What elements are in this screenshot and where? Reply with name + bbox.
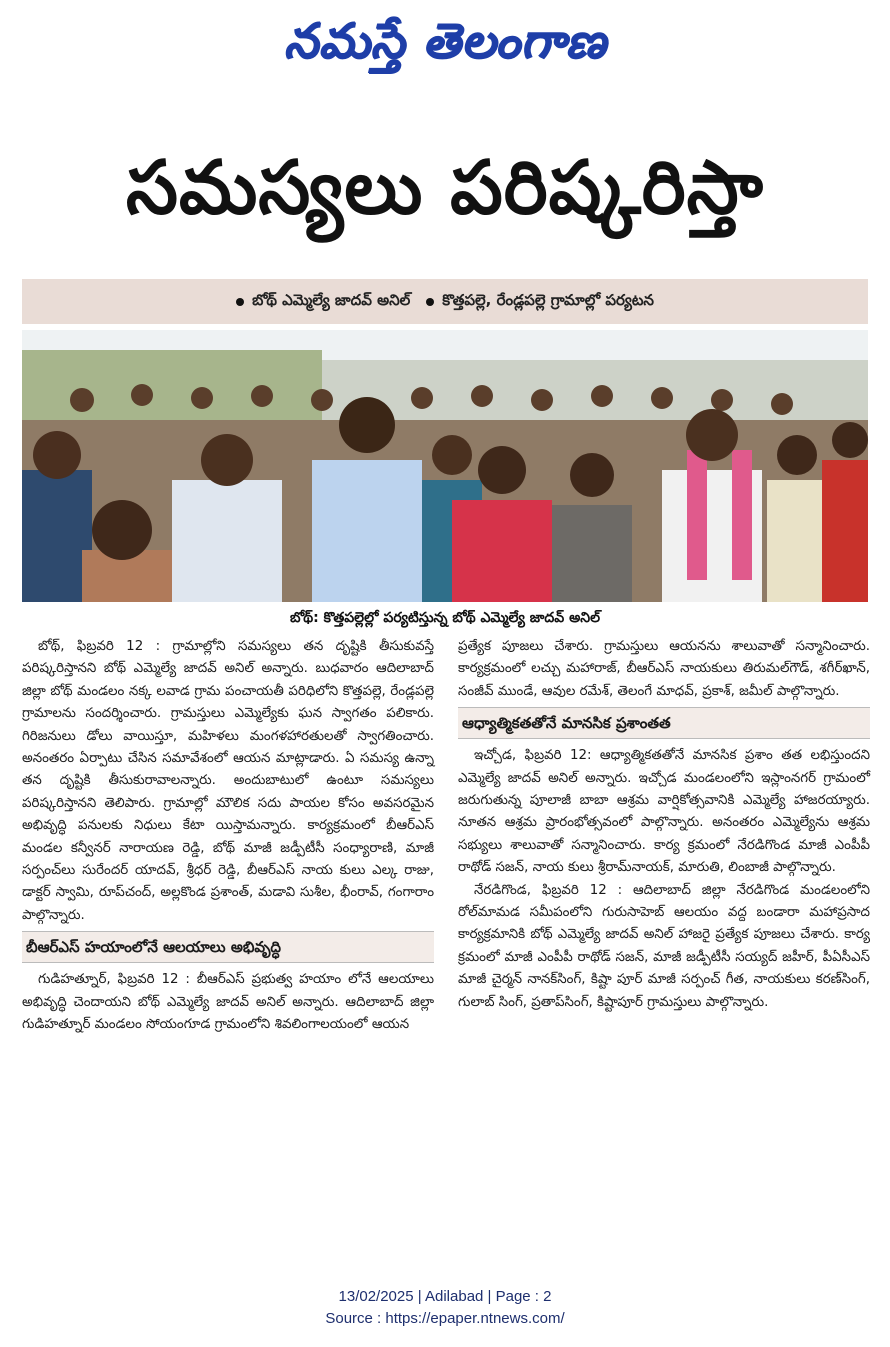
bullet-icon [426,298,434,306]
footer-date-edition: 13/02/2025 | Adilabad | Page : 2 [338,1288,552,1305]
article-photo [22,330,868,602]
article-subheading: బీఆర్ఎస్ హయాంలోనే ఆలయాలు అభివృద్ధి [22,931,434,963]
highlight-item [426,291,654,313]
photo-caption: బోథ్: కొత్తపల్లెల్లో పర్యటిస్తున్న బోథ్ ఎమ్మెల్యే జాదవ్ అనిల్ [289,610,601,626]
article-paragraph: ఇచ్చోడ, ఫిబ్రవరి 12: ఆధ్యాత్మికతతోనే మానసిక ప్రశాం తత లభిస్తుందని ఎమ్మెల్యే జాదవ్ అనిల్ అన్నారు. ఇచ్చోడ మండలంలోని ఇస్లాంనగర్ గ్రామంలో జరుగుతున్న పూలాజీ బాబా ఆశ్రమ వార్షికోత్సవానికి ఎమ్మెల్యే హాజరయ్యారు. నూతన ఆశ్రమ ప్రారంభోత్సవంలో పాల్గొన్నారు. అనంతరం ఎమ్మెల్యేను ఆశ్రమ సభ్యులు శాలువాతో సన్మానించారు. కార్య క్రమంలో నేరడిగొండ మాజీ ఎంపీపీ రాథోడ్ సజన్, నాయ కులు శ్రీరామ్‌నాయక్, మారుతి, లింబాజీ పాల్గొన్నారు. [458,748,870,876]
crowd-photo-illustration [22,330,868,602]
article-subheading: ఆధ్యాత్మికతతోనే మానసిక ప్రశాంతత [458,707,870,739]
article-column-left [22,636,434,1037]
page-footer [0,1286,890,1330]
article-paragraph: గుడిహత్నూర్, ఫిబ్రవరి 12 : బీఆర్ఎస్ ప్రభుత్వ హయాం లోనే ఆలయాలు అభివృద్ధి చెందాయని బోథ్ ఎమ్మెల్యే జాదవ్ అనిల్ అన్నారు. ఆదిలాబాద్ జిల్లా గుడిహత్నూర్ మండలం సోయంగూడ గ్రామంలోని శివలింగాలయంలో ఆయన [22,972,434,1033]
article-column-right [458,636,870,1014]
footer-source-link[interactable]: Source : https://epaper.ntnews.com/ [325,1310,565,1327]
newspaper-masthead: నమస్తే తెలంగాణ [283,13,607,69]
article-paragraph: బోథ్, ఫిబ్రవరి 12 : గ్రామాల్లోని సమస్యలు తన దృష్టికి తీసుకువస్తే పరిష్కరిస్తానని బోథ్ ఎమ్మెల్యే జాదవ్ అనిల్ అన్నారు. బుధవారం ఆదిలాబాద్ జిల్లా బోథ్ మండలం నక్క లవాడ గ్రామ పంచాయతీ పరిధిలోని కొత్తపల్లె, రేండ్లపల్లె గ్రామాలను సందర్శించారు. గ్రామస్తులు ఎమ్మెల్యేకు ఘన స్వాగతం పలికారు. గిరిజనులు డోలు వాయిస్తూ, మహిళలు మంగళహారతులతో స్వాగతించారు. అనంతరం ఏర్పాటు చేసిన సమావేశంలో ఆయన మాట్లాడారు. ఏ సమస్య ఉన్నా తన దృష్టికి తీసుకురావాలన్నారు. అందుబాటులో ఉంటూ సమస్యలు పరిష్కరిస్తానని తెలిపారు. గ్రామాల్లో మౌలిక సదు పాయల కోసం అవసరమైన అభివృద్ధి పనులకు నిధులు కేటా యిస్తామన్నారు. కార్యక్రమంలో బీఆర్ఎస్ మండల కన్వీనర్ నారాయణ రెడ్డి, బోథ్ మాజీ జడ్పీటీసీ సంధ్యారాణి, మాజీ సర్పంచ్‌లు సురేందర్ యాదవ్, శ్రీధర్ రెడ్డి, బీఆర్ఎస్ నాయ కులు ఎల్క రాజు, డాక్టర్ స్వామి, రూప్‌చంద్, అల్లకొండ ప్రశాంత్, మడావి సుశీల, భీంరావ్, గంగారాం పాల్గొన్నారు. [22,639,434,923]
bullet-icon [236,298,244,306]
article-paragraph: నేరడిగొండ, ఫిబ్రవరి 12 : ఆదిలాబాద్ జిల్లా నేరడిగొండ మండలంలోని రోల్‌మామడ సమీపంలోని గురుసాహెబ్ ఆలయం వద్ద బండారా మహాప్రసాద కార్యక్రమానికి బోథ్ ఎమ్మెల్యే జాదవ్ అనిల్ హాజరై ప్రత్యేక పూజలు చేశారు. కార్య క్రమంలో మాజీ ఎంపీపీ రాథోడ్ సజన్, మాజీ జడ్పీటీసీ సయ్యద్ జహీర్, పీఏసీఎస్ మాజీ చైర్మన్ నానక్‌సింగ్, కిష్టా పూర్ మాజీ సర్పంచ్ గీత, నాయకులు కరణ్‌సింగ్, గులాబ్ సింగ్, ప్రతాప్‌సింగ్, కిష్టాపూర్ గ్రామస్తులు పాల్గొన్నారు. [458,882,870,1010]
article-paragraph: ప్రత్యేక పూజలు చేశారు. గ్రామస్తులు ఆయనను శాలువాతో సన్మానించారు. కార్యక్రమంలో లచ్చు మహారాజ్, బీఆర్ఎస్ నాయకులు తిరుమల్‌గౌడ్, శగీర్‌ఖాన్, సంజీవ్ ముండే, ఆవుల రమేశ్, తెలంగే మాధవ్, ప్రకాశ్, జమీల్ పాల్గొన్నారు. [458,639,870,699]
highlight-text: కొత్తపల్లె, రేండ్లపల్లె గ్రామాల్లో పర్యటన [442,290,654,309]
highlight-item [236,291,410,313]
article-highlights [22,279,868,324]
highlight-text: బోథ్ ఎమ్మెల్యే జాదవ్ అనిల్ [252,290,411,309]
article-headline: సమస్యలు పరిష్కరిస్తా [126,145,764,231]
